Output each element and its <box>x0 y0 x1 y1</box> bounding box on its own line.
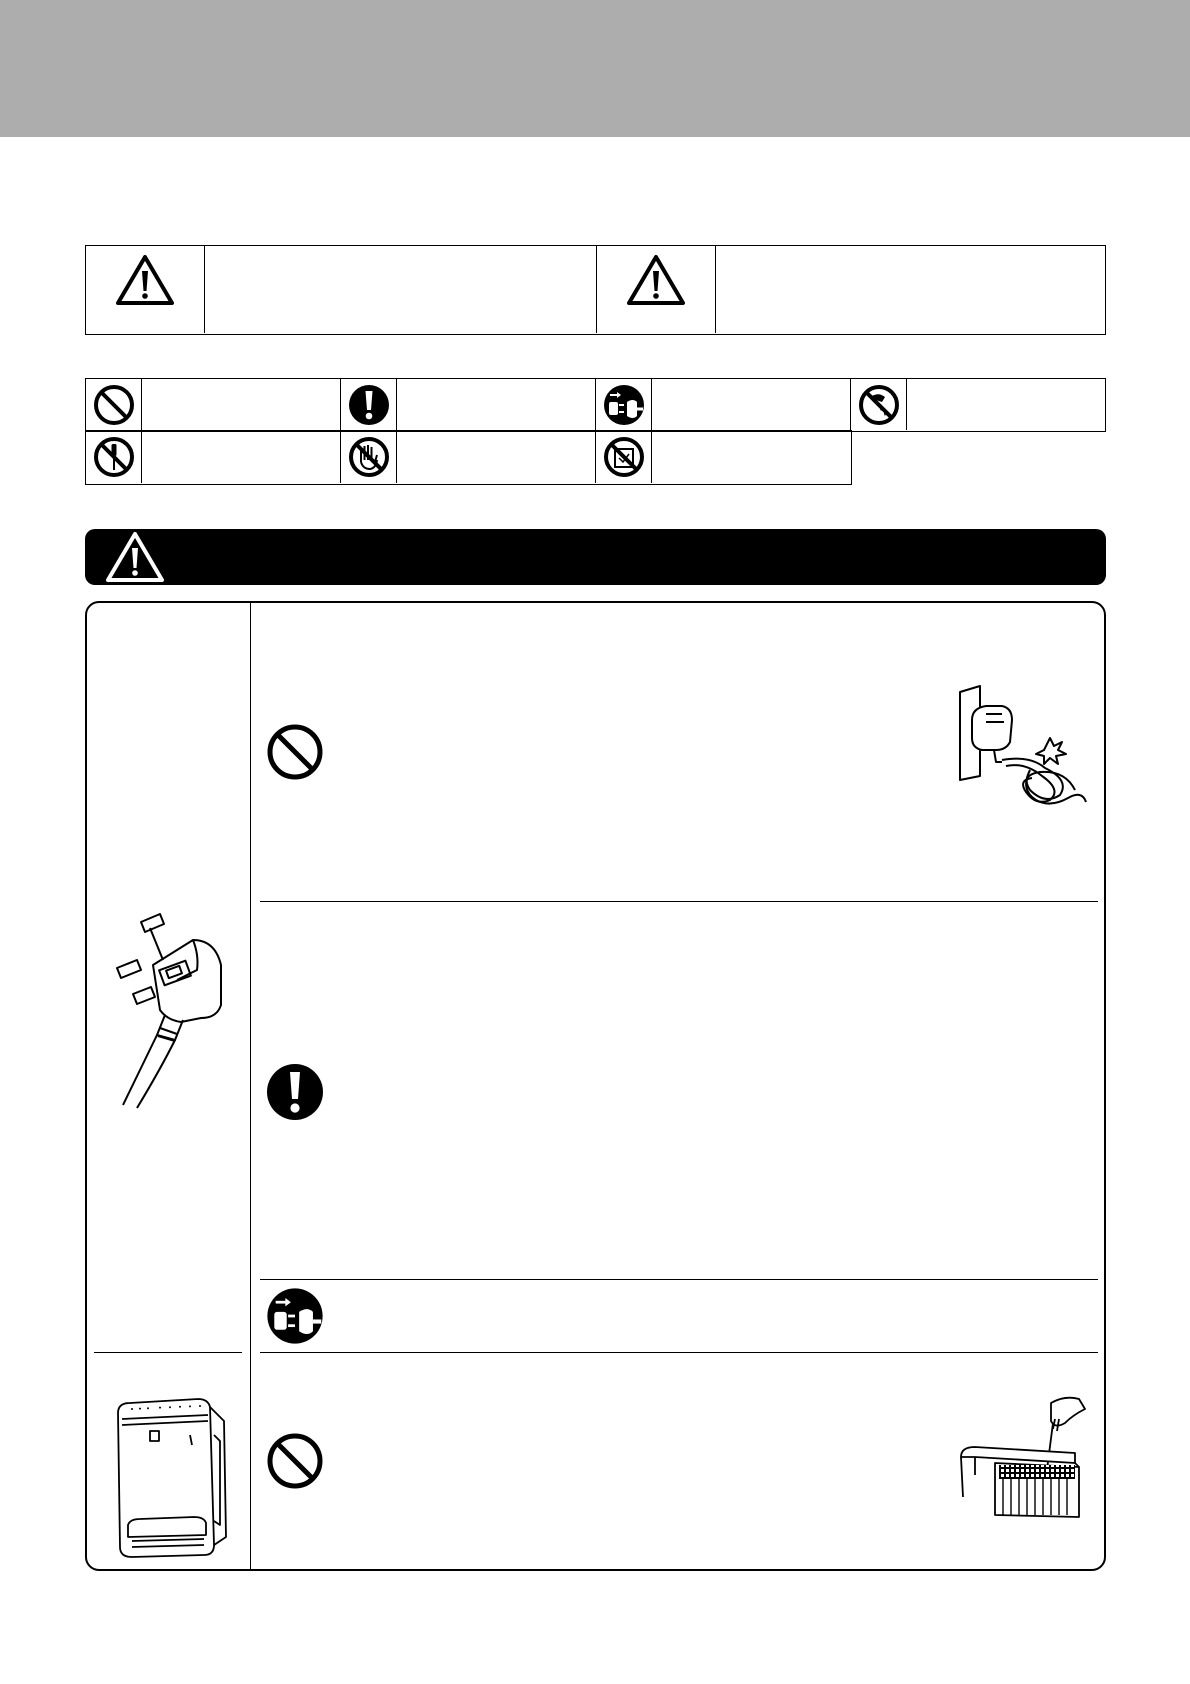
uk-plug-illustration <box>105 910 235 1110</box>
signal-word-text-cell-2 <box>716 246 1104 333</box>
header-band <box>0 0 1190 137</box>
unplug-icon <box>266 1287 324 1345</box>
no-disassembly-icon <box>93 436 135 478</box>
insert-object-illustration <box>955 1393 1095 1523</box>
symbol-label-cell <box>397 379 596 430</box>
symbols-legend-row-2 <box>85 430 852 485</box>
warning-triangle-icon <box>115 254 175 306</box>
left-column-item <box>110 1395 235 1560</box>
symbol-label-cell <box>142 431 341 483</box>
prohibition-icon <box>266 1432 324 1490</box>
mandatory-action-icon <box>266 1063 324 1121</box>
unplug-icon <box>603 384 645 426</box>
prohibition-icon <box>266 723 324 781</box>
row-divider <box>260 1352 1098 1353</box>
no-wet-hands-icon <box>348 436 390 478</box>
symbol-label-cell <box>652 379 851 430</box>
symbol-icon-cell <box>86 379 142 430</box>
symbol-icon-cell <box>86 431 142 483</box>
signal-word-icon-cell-1 <box>86 246 205 333</box>
symbol-label-cell <box>397 431 596 483</box>
left-column-divider <box>94 1352 242 1353</box>
left-column-item <box>105 910 235 1110</box>
symbol-icon-cell <box>341 379 397 430</box>
row-divider <box>260 1279 1098 1280</box>
warning-triangle-icon <box>626 254 686 306</box>
column-divider <box>250 603 251 1569</box>
signal-word-text-cell-1 <box>205 246 597 333</box>
signal-words-table <box>85 245 1106 335</box>
symbol-icon-cell <box>341 431 397 483</box>
symbol-icon-cell <box>596 431 652 483</box>
warning-triangle-icon <box>105 531 165 583</box>
warning-item <box>260 1355 1098 1565</box>
symbol-icon-cell <box>851 379 907 430</box>
symbol-icon-cell <box>596 379 652 430</box>
symbols-legend-row-1 <box>85 378 1106 432</box>
symbol-label-cell <box>652 431 850 483</box>
warning-item <box>260 610 1098 898</box>
no-water-icon <box>858 384 900 426</box>
warning-section-bar <box>85 529 1106 585</box>
prohibition-icon <box>93 384 135 426</box>
symbol-label-cell <box>142 379 341 430</box>
warning-item <box>260 1282 1098 1350</box>
mandatory-action-icon <box>348 384 390 426</box>
warning-item <box>260 905 1098 1275</box>
air-purifier-illustration <box>110 1395 235 1560</box>
no-placing-icon <box>603 436 645 478</box>
damaged-cord-plug-illustration <box>950 680 1090 810</box>
signal-word-icon-cell-2 <box>597 246 716 333</box>
row-divider <box>260 901 1098 902</box>
symbol-label-cell <box>907 379 1104 430</box>
